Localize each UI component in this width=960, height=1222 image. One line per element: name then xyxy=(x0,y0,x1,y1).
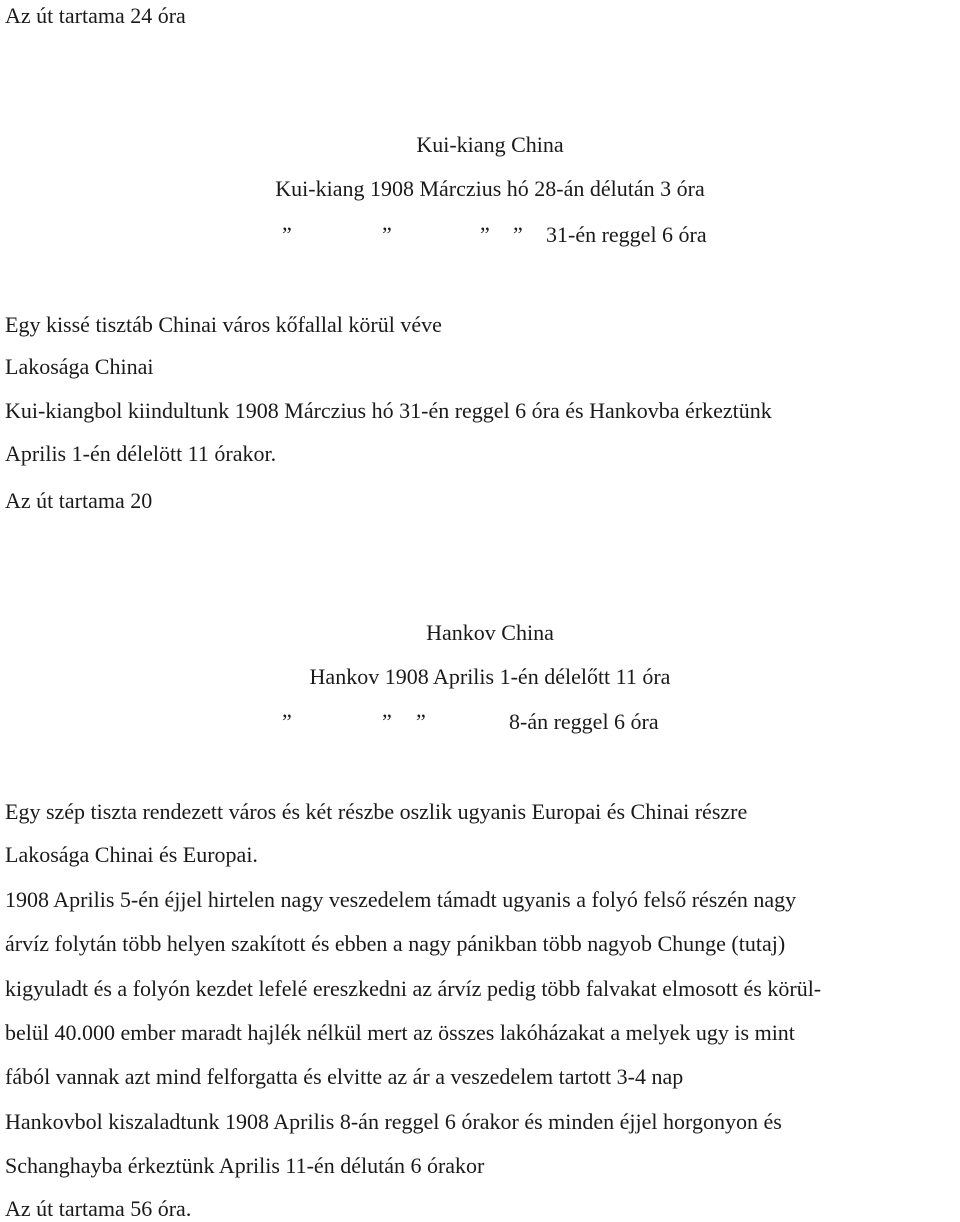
hankov-paragraph-line: belül 40.000 ember maradt hajlék nélkül mert az összes lakóházakat a melyek ugy is mint xyxy=(5,1020,795,1045)
hankov-departure-text: 8-án reggel 6 óra xyxy=(509,709,659,734)
kuikiang-heading: Kui-kiang China xyxy=(416,132,564,157)
hankov-arrival-line: Hankov 1908 Aprilis 1-én délelőtt 11 óra xyxy=(309,664,671,689)
ditto-mark: ” xyxy=(382,709,392,734)
hankov-paragraph-line: Schanghayba érkeztünk Aprilis 11-én délután 6 órakor xyxy=(5,1153,485,1178)
hankov-heading: Hankov China xyxy=(426,620,554,645)
hankov-paragraph-line: árvíz folytán több helyen szakított és ebben a nagy pánikban több nagyob Chunge (tutaj) xyxy=(5,931,786,956)
kuikiang-paragraph-line: Aprilis 1-én délelött 11 órakor. xyxy=(5,441,277,466)
kuikiang-paragraph-line: Lakosága Chinai xyxy=(5,354,154,379)
kuikiang-paragraph-line: Kui-kiangbol kiindultunk 1908 Márczius hó 31-én reggel 6 óra és Hankovba érkeztünk xyxy=(5,398,772,423)
hankov-paragraph-line: kigyuladt és a folyón kezdet lefelé ereszkedni az árvíz pedig több falvakat elmosott és körül- xyxy=(5,976,822,1001)
hankov-paragraph-line: Egy szép tiszta rendezett város és két részbe oszlik ugyanis Europai és Chinai részre xyxy=(5,799,748,824)
kuikiang-paragraph-line: Egy kissé tisztáb Chinai város kőfallal körül véve xyxy=(5,312,442,337)
ditto-mark: ” xyxy=(513,222,523,247)
hankov-duration-line: Az út tartama 56 óra. xyxy=(5,1196,192,1221)
ditto-mark: ” xyxy=(282,222,292,247)
hankov-paragraph-line: fából vannak azt mind felforgatta és elvitte az ár a veszedelem tartott 3-4 nap xyxy=(5,1064,684,1089)
ditto-mark: ” xyxy=(282,709,292,734)
hankov-paragraph-line: 1908 Aprilis 5-én éjjel hirtelen nagy veszedelem támadt ugyanis a folyó felső részén nagy xyxy=(5,887,797,912)
ditto-mark: ” xyxy=(382,222,392,247)
kuikiang-departure-text: 31-én reggel 6 óra xyxy=(546,222,707,247)
hankov-paragraph-line: Lakosága Chinai és Europai. xyxy=(5,842,258,867)
ditto-mark: ” xyxy=(480,222,490,247)
ditto-mark: ” xyxy=(416,709,426,734)
intro-duration-line: Az út tartama 24 óra xyxy=(5,3,186,28)
kuikiang-arrival-line: Kui-kiang 1908 Márczius hó 28-án délután 3 óra xyxy=(275,176,705,201)
kuikiang-duration-line: Az út tartama 20 xyxy=(5,488,153,513)
hankov-paragraph-line: Hankovbol kiszaladtunk 1908 Aprilis 8-án reggel 6 órakor és minden éjjel horgonyon és xyxy=(5,1109,782,1134)
